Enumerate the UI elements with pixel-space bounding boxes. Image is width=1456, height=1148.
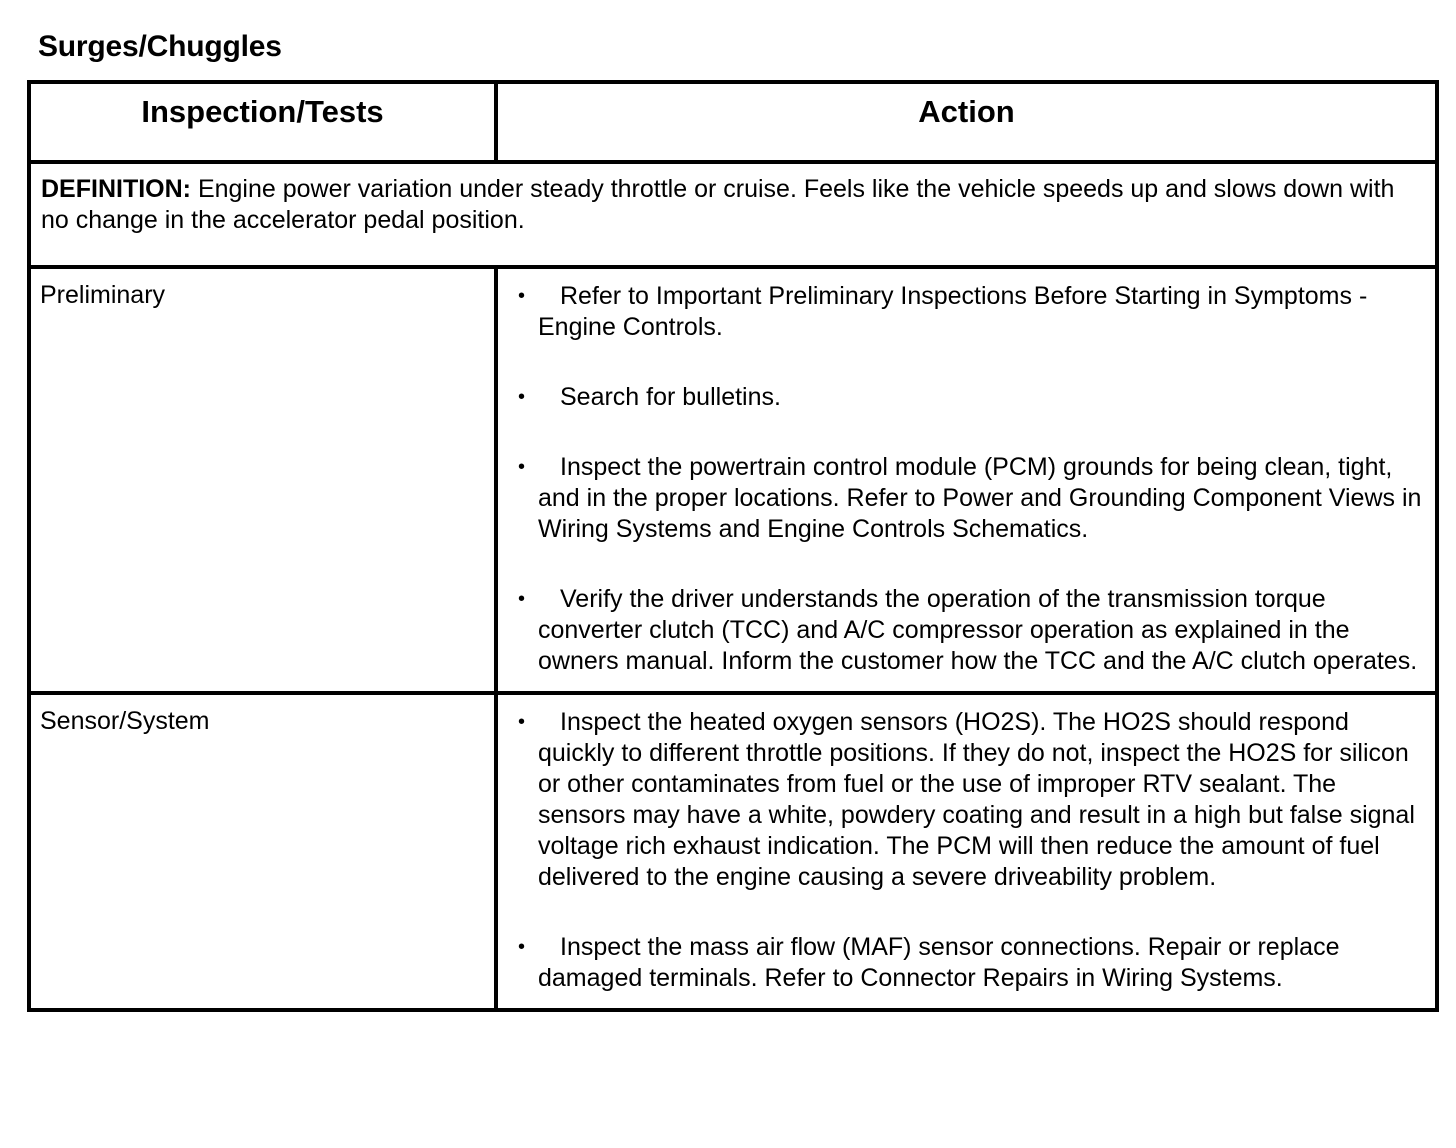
action-list: [498, 695, 1435, 1008]
table-row: [29, 267, 1437, 693]
action-cell-preliminary: [496, 267, 1437, 693]
table-header-row: [29, 82, 1437, 162]
bullet-icon: •: [518, 285, 526, 307]
bullet-icon: •: [518, 588, 526, 610]
action-cell-sensor-system: [496, 693, 1437, 1010]
definition-cell: [29, 162, 1437, 267]
action-list: [498, 269, 1435, 691]
header-action-label: Action: [918, 94, 1015, 129]
action-text: Search for bulletins.: [560, 383, 781, 411]
action-text: Refer to Important Preliminary Inspections Before Starting in Symptoms - Engine Controls.: [538, 282, 1368, 341]
header-inspection-tests: [29, 82, 496, 162]
category-cell-sensor-system: [29, 693, 496, 1010]
list-item: [498, 584, 1425, 677]
list-item: [498, 382, 1425, 413]
definition-row: [29, 162, 1437, 267]
list-item: [498, 707, 1425, 893]
header-inspection-tests-label: Inspection/Tests: [141, 94, 384, 129]
action-text: Inspect the heated oxygen sensors (HO2S). The HO2S should respond quickly to different throttle positions. If they do not, inspect the HO2S for silicon or other contaminates from fuel or the use of improper RTV sealant. The sensors may have a white, powdery coating and result in a high but false signal voltage rich exhaust indication. The PCM will then reduce the amount of fuel delivered to the engine causing a severe driveability problem.: [538, 708, 1415, 891]
action-text: Verify the driver understands the operation of the transmission torque converter clutch (TCC) and A/C compressor operation as explained in the owners manual. Inform the customer how the TCC and the A/C clutch operates.: [538, 585, 1418, 675]
category-label: Sensor/System: [40, 707, 210, 735]
action-text: Inspect the mass air flow (MAF) sensor connections. Repair or replace damaged terminals. Refer to Connector Repairs in Wiring Systems.: [538, 933, 1340, 992]
page-title: Surges/Chuggles: [38, 30, 282, 63]
list-item: [498, 281, 1425, 343]
table-row: [29, 693, 1437, 1010]
action-text: Inspect the powertrain control module (PCM) grounds for being clean, tight, and in the proper locations. Refer to Power and Grounding Component Views in Wiring Systems and Engine Controls Schematics.: [538, 453, 1422, 543]
definition-label: DEFINITION:: [41, 175, 191, 203]
bullet-icon: •: [518, 936, 526, 958]
symptom-table: [27, 80, 1439, 1012]
definition-text: Engine power variation under steady throttle or cruise. Feels like the vehicle speeds up and slows down with no change in the accelerator pedal position.: [41, 175, 1395, 234]
category-label: Preliminary: [40, 281, 166, 309]
category-cell-preliminary: [29, 267, 496, 693]
bullet-icon: •: [518, 711, 526, 733]
bullet-icon: •: [518, 456, 526, 478]
list-item: [498, 452, 1425, 545]
bullet-icon: •: [518, 386, 526, 408]
list-item: [498, 932, 1425, 994]
header-action: [496, 82, 1437, 162]
